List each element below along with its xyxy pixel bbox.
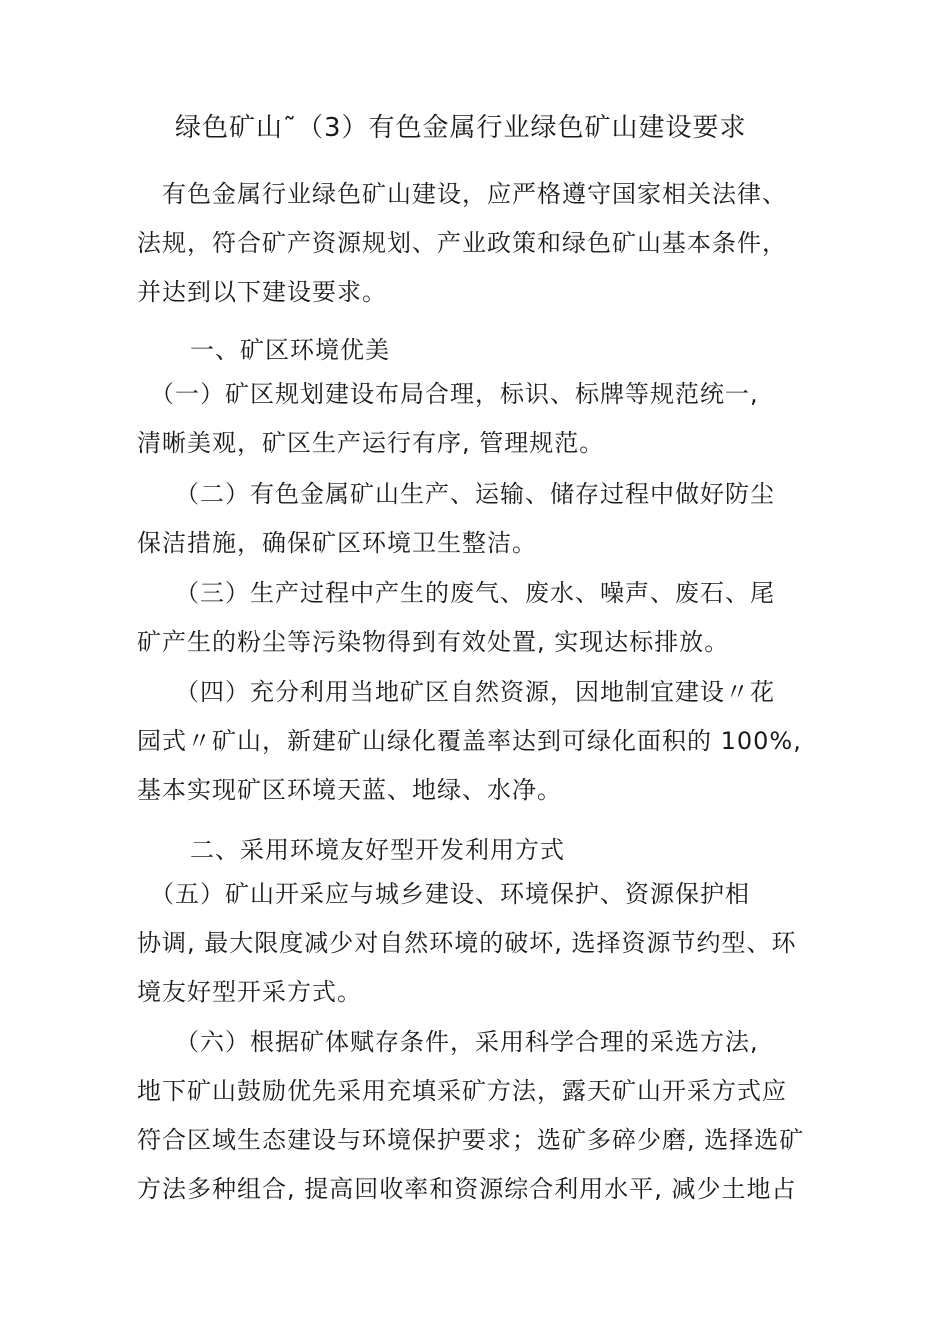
paragraph-line: 符合区域生态建设与环境保护要求；选矿多碎少磨, 选择选矿: [137, 1126, 805, 1154]
paragraph-line: （三）生产过程中产生的废气、废水、噪声、废石、尾: [137, 579, 775, 607]
paragraph-line: 基本实现矿区环境天蓝、地绿、水净。: [137, 776, 562, 804]
section-heading-1: 一、矿区环境优美: [190, 336, 390, 364]
paragraph-line: 清晰美观，矿区生产运行有序, 管理规范。: [137, 429, 605, 457]
paragraph-line: （二）有色金属矿山生产、运输、储存过程中做好防尘: [137, 480, 775, 508]
intro-paragraph: [137, 170, 827, 317]
paragraph-line: （一）矿区规划建设布局合理，标识、标牌等规范统一,: [137, 380, 759, 408]
item-paragraph-6: [137, 1018, 827, 1214]
item-paragraph-3: [137, 569, 827, 667]
item-paragraph-4: [137, 668, 827, 815]
paragraph-line: 方法多种组合, 提高回收率和资源综合利用水平, 减少土地占: [137, 1175, 797, 1203]
paragraph-line: 法规，符合矿产资源规划、产业政策和绿色矿山基本条件，: [137, 229, 787, 257]
section-heading-2: 二、采用环境友好型开发利用方式: [190, 836, 565, 864]
paragraph-line: （六）根据矿体赋存条件，采用科学合理的采选方法,: [137, 1028, 759, 1056]
paragraph-line: （五）矿山开采应与城乡建设、环境保护、资源保护相: [137, 880, 750, 908]
document-title: 绿色矿山˜（3）有色金属行业绿色矿山建设要求: [175, 113, 747, 143]
paragraph-line: 并达到以下建设要求。: [137, 278, 387, 306]
paragraph-line: 协调, 最大限度减少对自然环境的破坏, 选择资源节约型、环: [137, 929, 797, 957]
paragraph-line: 有色金属行业绿色矿山建设，应严格遵守国家相关法律、: [137, 180, 787, 208]
paragraph-line: 地下矿山鼓励优先采用充填采矿方法，露天矿山开采方式应: [137, 1077, 787, 1105]
item-paragraph-5: [137, 870, 827, 1017]
paragraph-line: （四）充分利用当地矿区自然资源，因地制宜建设〃花: [137, 678, 775, 706]
paragraph-line: 园式〃矿山，新建矿山绿化覆盖率达到可绿化面积的 100%,: [137, 727, 802, 755]
item-paragraph-1: [137, 370, 827, 468]
paragraph-line: 境友好型开采方式。: [137, 978, 362, 1006]
item-paragraph-2: [137, 470, 827, 568]
paragraph-line: 矿产生的粉尘等污染物得到有效处置, 实现达标排放。: [137, 628, 730, 656]
paragraph-line: 保洁措施，确保矿区环境卫生整洁。: [137, 529, 537, 557]
